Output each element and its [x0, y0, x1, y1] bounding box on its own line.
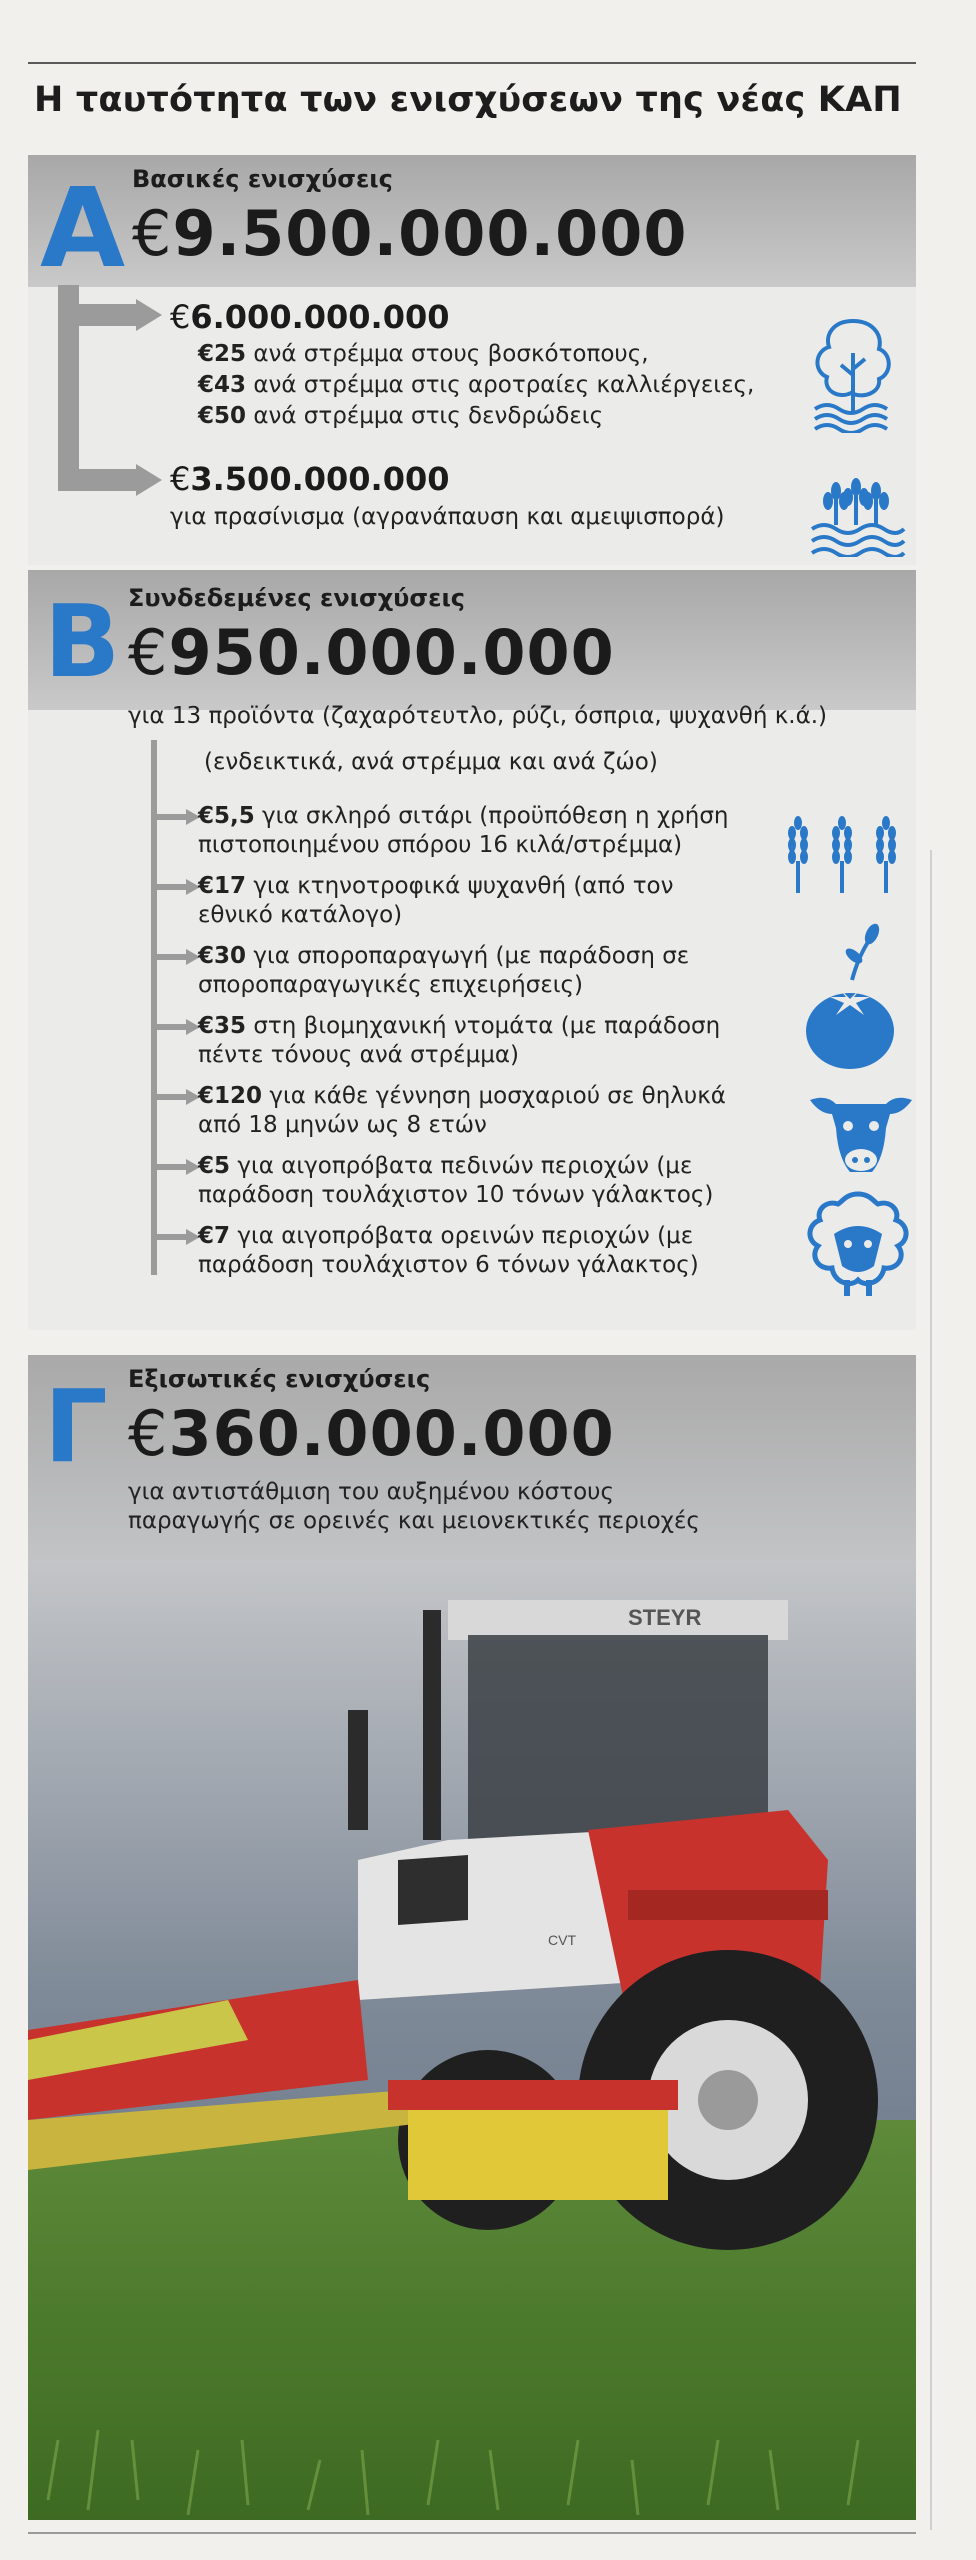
cvt-badge: CVT — [548, 1932, 576, 1948]
section-c-desc-1: για αντιστάθμιση του αυξημένου κόστους — [128, 1479, 614, 1505]
wheat-icon — [778, 815, 908, 895]
cow-icon — [806, 1088, 916, 1178]
section-c-amount — [128, 1397, 615, 1470]
sub1-amount — [170, 298, 449, 336]
item-line-1: €7 για αιγοπρόβατα ορεινών περιοχών (με — [198, 1223, 694, 1249]
item-line-1: €35 στη βιομηχανική ντομάτα (με παράδοση — [198, 1013, 721, 1039]
section-a-letter: Α — [40, 164, 126, 292]
wheat-water-icon — [806, 477, 906, 557]
section-c — [28, 1355, 916, 1565]
amount-value: 6.000.000.000 — [190, 298, 450, 336]
page-title: Η ταυτότητα των ενισχύσεων της νέας ΚΑΠ — [34, 80, 902, 120]
tractor-photo — [28, 1560, 916, 2520]
sub2-amount — [170, 460, 449, 498]
item-line-1: €120 για κάθε γέννηση μοσχαριού σε θηλυκά — [198, 1083, 726, 1109]
item-line-2: πιστοποιημένου σπόρου 16 κιλά/στρέμμα) — [198, 832, 683, 858]
section-c-desc-2: παραγωγής σε ορεινές και μειονεκτικές περιοχές — [128, 1508, 700, 1534]
section-b-amount — [128, 616, 615, 689]
sub2-text: για πρασίνισμα (αγρανάπαυση και αμειψισπορά) — [170, 504, 725, 530]
section-a-amount — [132, 197, 688, 270]
branch-arrows — [58, 285, 168, 525]
sheep-icon — [798, 1188, 918, 1298]
section-b-note: (ενδεικτικά, ανά στρέμμα και ανά ζώο) — [204, 749, 658, 775]
bottom-rule — [28, 2532, 916, 2534]
currency-symbol: € — [170, 460, 191, 498]
amount-value: 950.000.000 — [168, 616, 615, 689]
currency-symbol: € — [170, 298, 191, 336]
sub1-line-2: €43 ανά στρέμμα στις αροτραίες καλλιέργειες, — [198, 372, 755, 398]
section-c-label: Εξισωτικές ενισχύσεις — [128, 1365, 431, 1393]
item-line-2: εθνικό κατάλογο) — [198, 902, 403, 928]
amount-value: 360.000.000 — [168, 1397, 615, 1470]
section-b — [28, 570, 916, 1330]
item-line-2: πέντε τόνους ανά στρέμμα) — [198, 1042, 520, 1068]
item-line-2: σποροπαραγωγικές επιχειρήσεις) — [198, 972, 584, 998]
item-line-2: παράδοση τουλάχιστον 10 τόνων γάλακτος) — [198, 1182, 714, 1208]
currency-symbol: € — [128, 1397, 169, 1470]
section-b-label: Συνδεδεμένες ενισχύσεις — [128, 584, 466, 612]
item-line-2: παράδοση τουλάχιστον 6 τόνων γάλακτος) — [198, 1252, 699, 1278]
currency-symbol: € — [128, 616, 169, 689]
section-a-label: Βασικές ενισχύσεις — [132, 165, 393, 193]
amount-value: 3.500.000.000 — [190, 460, 450, 498]
top-rule — [28, 62, 916, 64]
adjacent-column-edge — [920, 0, 976, 2560]
section-b-letter: Β — [44, 583, 121, 700]
cab-brand: STEYR — [628, 1605, 702, 1630]
item-line-2: από 18 μηνών ως 8 ετών — [198, 1112, 487, 1138]
tomato-icon — [800, 975, 900, 1075]
item-line-1: €5 για αιγοπρόβατα πεδινών περιοχών (με — [198, 1153, 693, 1179]
section-a — [28, 155, 916, 565]
item-line-1: €5,5 για σκληρό σιτάρι (προϋπόθεση η χρήση — [198, 803, 729, 829]
tractor-scene — [28, 1560, 916, 2520]
tree-water-icon — [803, 313, 903, 433]
sub1-line-3: €50 ανά στρέμμα στις δενδρώδεις — [198, 403, 604, 429]
sprout-icon — [838, 922, 888, 982]
section-b-desc: για 13 προϊόντα (ζαχαρότευτλο, ρύζι, όσπρια, ψυχανθή κ.ά.) — [128, 703, 828, 729]
amount-value: 9.500.000.000 — [172, 197, 688, 270]
item-line-1: €30 για σποροπαραγωγή (με παράδοση σε — [198, 943, 690, 969]
section-c-letter: Γ — [44, 1368, 108, 1485]
item-line-1: €17 για κτηνοτροφικά ψυχανθή (από τον — [198, 873, 674, 899]
sub1-line-1: €25 ανά στρέμμα στους βοσκότοπους, — [198, 341, 649, 367]
currency-symbol: € — [132, 197, 173, 270]
